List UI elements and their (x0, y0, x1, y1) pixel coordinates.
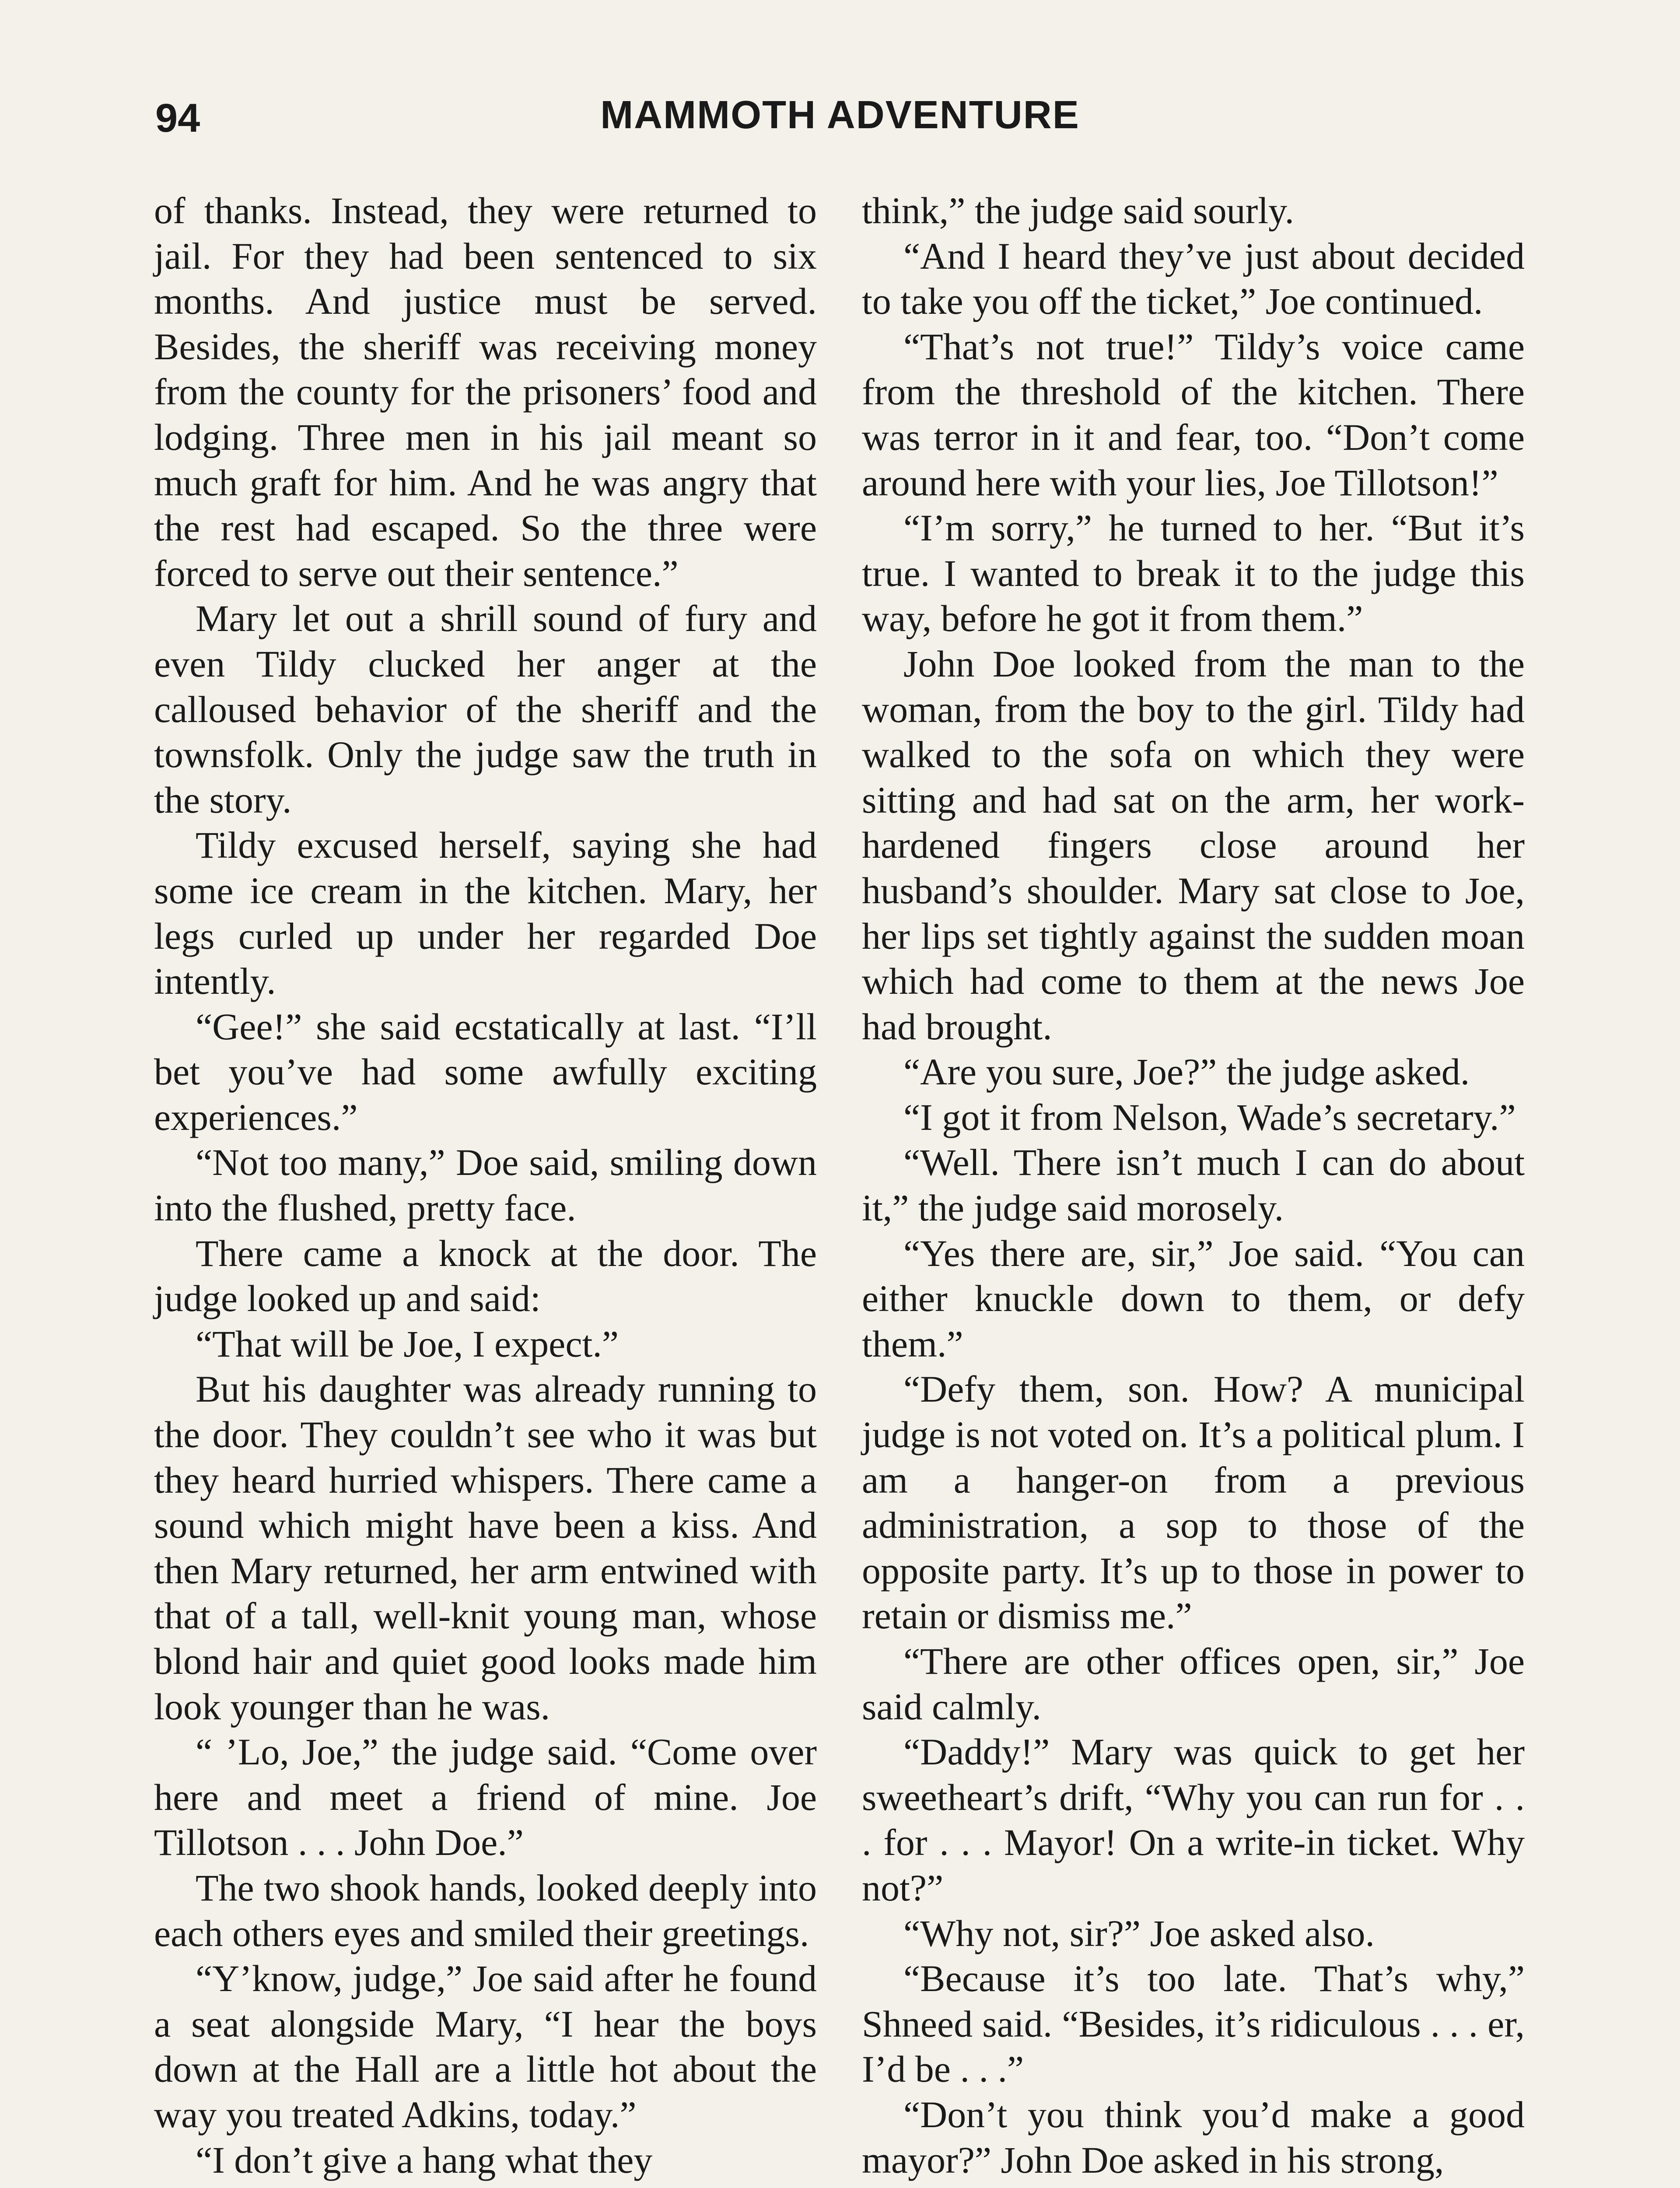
right-column (862, 188, 1525, 2183)
paragraph: “Because it’s too late. That’s why,” Shneed said. “Besides, it’s ridiculous . . . er, I’d be . . .” (862, 1957, 1525, 2090)
paragraph: “That’s not true!” Tildy’s voice came from the threshold of the kitchen. There was terror in it and fear, too. “Don’t come around here with your lies, Joe Tillotson!” (862, 325, 1525, 504)
paragraph: John Doe looked from the man to the woman, from the boy to the girl. Tildy had walked to the sofa on which they were sitting and had sat on the arm, her work-hardened fingers close around her husband’s shoulder. Mary sat close to Joe, her lips set tightly against the sudden moan which had come to them at the news Joe had brought. (862, 642, 1525, 1048)
paragraph: “Not too many,” Doe said, smiling down into the flushed, pretty face. (154, 1141, 817, 1229)
paragraph: “Yes there are, sir,” Joe said. “You can either knuckle down to them, or defy them.” (862, 1232, 1525, 1365)
paragraph: think,” the judge said sourly. (862, 189, 1295, 231)
running-head: MAMMOTH ADVENTURE (600, 93, 1080, 137)
paragraph: “Well. There isn’t much I can do about it,” the judge said morosely. (862, 1141, 1525, 1229)
paragraph: “Y’know, judge,” Joe said after he found a seat alongside Mary, “I hear the boys down at the Hall are a little hot about the way you treated Adkins, today.” (154, 1957, 817, 2135)
paragraph: “I got it from Nelson, Wade’s secretary.” (903, 1096, 1516, 1138)
paragraph: “Don’t you think you’d make a good mayor?” John Doe asked in his strong, (862, 2093, 1525, 2181)
paragraph: “Defy them, son. How? A municipal judge is not voted on. It’s a political plum. I am a hanger-on from a previous administration, a sop to those of the opposite party. It’s up to those in power to retain or dismiss me.” (862, 1368, 1525, 1637)
paragraph: “Are you sure, Joe?” the judge asked. (903, 1051, 1470, 1093)
paragraph: “Daddy!” Mary was quick to get her sweetheart’s drift, “Why you can run for . . . for . . . Mayor! On a write-in ticket. Why not?” (862, 1731, 1525, 1909)
paragraph: “I’m sorry,” he turned to her. “But it’s true. I wanted to break it to the judge this way, before he got it from them.” (862, 507, 1525, 640)
paragraph: Mary let out a shrill sound of fury and even Tildy clucked her anger at the calloused behavior of the sheriff and the townsfolk. Only the judge saw the truth in the story. (154, 597, 817, 821)
paragraph: of thanks. Instead, they were returned to jail. For they had been sentenced to six months. And justice must be served. Besides, the sheriff was receiving money from the county for the prisoners’ food and lodging. Three men in his jail meant so much graft for him. And he was angry that the rest had escaped. So the three were forced to serve out their sentence.” (154, 189, 817, 594)
paragraph: “There are other offices open, sir,” Joe said calmly. (862, 1640, 1525, 1728)
paragraph: Tildy excused herself, saying she had some ice cream in the kitchen. Mary, her legs curled up under her regarded Doe intently. (154, 824, 817, 1003)
page-number: 94 (155, 96, 200, 140)
paragraph: “ ’Lo, Joe,” the judge said. “Come over here and meet a friend of mine. Joe Tillotson . . . John Doe.” (154, 1731, 817, 1864)
paragraph: “That will be Joe, I expect.” (196, 1322, 619, 1365)
paragraph: There came a knock at the door. The judge looked up and said: (154, 1232, 817, 1320)
paragraph: “And I heard they’ve just about decided to take you off the ticket,” Joe continued. (862, 235, 1525, 323)
paragraph: “Why not, sir?” Joe asked also. (903, 1912, 1375, 1954)
paragraph: The two shook hands, looked deeply into each others eyes and smiled their greetings. (154, 1866, 817, 1954)
paragraph: “Gee!” she said ecstatically at last. “I’ll bet you’ve had some awfully exciting experiences.” (154, 1005, 817, 1138)
paragraph: But his daughter was already running to the door. They couldn’t see who it was but they heard hurried whispers. There came a sound which might have been a kiss. And then Mary returned, her arm entwined with that of a tall, well-knit young man, whose blond hair and quiet good looks made him look younger than he was. (154, 1368, 817, 1728)
left-column (154, 188, 817, 2183)
paragraph: “I don’t give a hang what they (196, 2139, 653, 2181)
